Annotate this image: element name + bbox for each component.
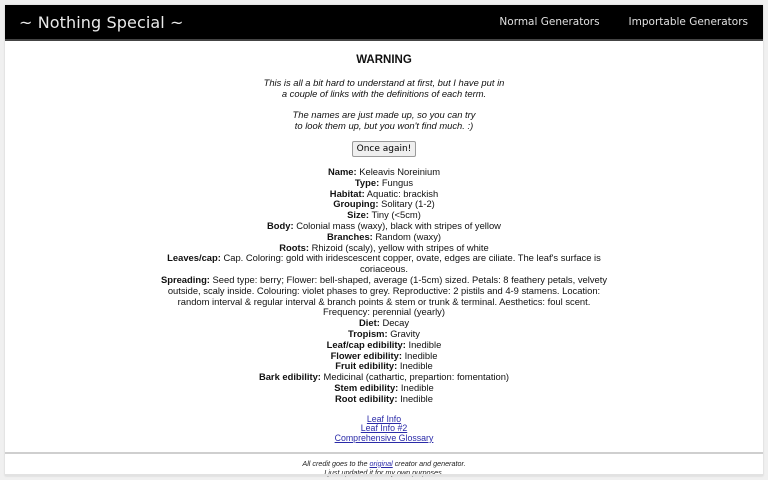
attribute-type: Type: Fungus (354, 176, 414, 188)
footer-note-line: I just updated it for my own purposes. (324, 467, 444, 477)
attribute-branches: Branches: Random (waxy) (326, 230, 442, 242)
once-again-button[interactable]: Once again! (352, 141, 417, 157)
attribute-spreading: Spreading: Seed type: berry; Flower: bell-shaped, average (1-5cm) sized. Petals: 8 feathery petals, velvety outside, scaly inside. Colouring: violet phases to grey. Reproductive: 2 pistils and 4-9 stamens. Location: random interval & regular interval & branch points & stem or trunk & terminal. Aesthetics: foul scent. Frequency: perennial (yearly) (160, 273, 608, 318)
warning-title: WARNING (356, 54, 412, 66)
original-link[interactable]: original (369, 458, 393, 468)
generator-content (5, 41, 763, 444)
attribute-habitat: Habitat: Aquatic: brackish (329, 187, 439, 199)
nav-link-importable-generators[interactable]: Importable Generators (628, 16, 748, 28)
comprehensive-glossary-link[interactable]: Comprehensive Glossary (334, 432, 434, 443)
intro-line: a couple of links with the definitions of each term. (281, 88, 487, 99)
navbar (5, 5, 763, 41)
nav-link-normal-generators[interactable]: Normal Generators (499, 16, 600, 28)
plant-attributes (154, 167, 614, 405)
attribute-tropism: Tropism: Gravity (348, 327, 420, 339)
attribute-stem-edibility: Stem edibility: Inedible (334, 381, 434, 393)
note-line: The names are just made up, so you can try (292, 109, 476, 120)
attribute-flower-edibility: Flower edibility: Inedible (330, 349, 438, 361)
note-text (5, 109, 763, 131)
attribute-roots: Roots: Rhizoid (scaly), yellow with stripes of white (279, 241, 489, 253)
leaf-info-2-link[interactable]: Leaf Info #2 (360, 423, 408, 434)
nav-links (470, 16, 748, 28)
reference-links (5, 415, 763, 444)
attribute-bark-edibility: Bark edibility: Medicinal (cathartic, prepartion: fomentation) (258, 371, 510, 383)
intro-text (5, 77, 763, 99)
page-container (5, 5, 763, 476)
attribute-root-edibility: Root edibility: Inedible (335, 392, 433, 404)
attribute-name: Name: Keleavis Noreinium (327, 166, 441, 177)
attribute-size: Size: Tiny (<5cm) (347, 209, 421, 221)
page-bottom-border (5, 474, 763, 476)
site-brand[interactable]: ~ Nothing Special ~ (19, 12, 184, 32)
attribute-body: Body: Colonial mass (waxy), black with stripes of yellow (267, 219, 501, 231)
attribute-fruit-edibility: Fruit edibility: Inedible (335, 360, 433, 372)
footer-credit-line: All credit goes to the original creator and generator. (302, 458, 466, 468)
attribute-leaf-cap-edibility: Leaf/cap edibility: Inedible (326, 338, 442, 350)
note-line: to look them up, but you won't find much. :) (294, 120, 474, 131)
attribute-leaves-cap: Leaves/cap: Cap. Coloring: gold with iridescescent copper, ovate, edges are ciliate. The leaf's surface is coriaceous. (167, 252, 601, 275)
intro-line: This is all a bit hard to understand at first, but I have put in (263, 77, 505, 88)
attribute-grouping: Grouping: Solitary (1-2) (333, 198, 435, 210)
attribute-diet: Diet: Decay (358, 317, 410, 329)
leaf-info-link[interactable]: Leaf Info (366, 413, 402, 424)
